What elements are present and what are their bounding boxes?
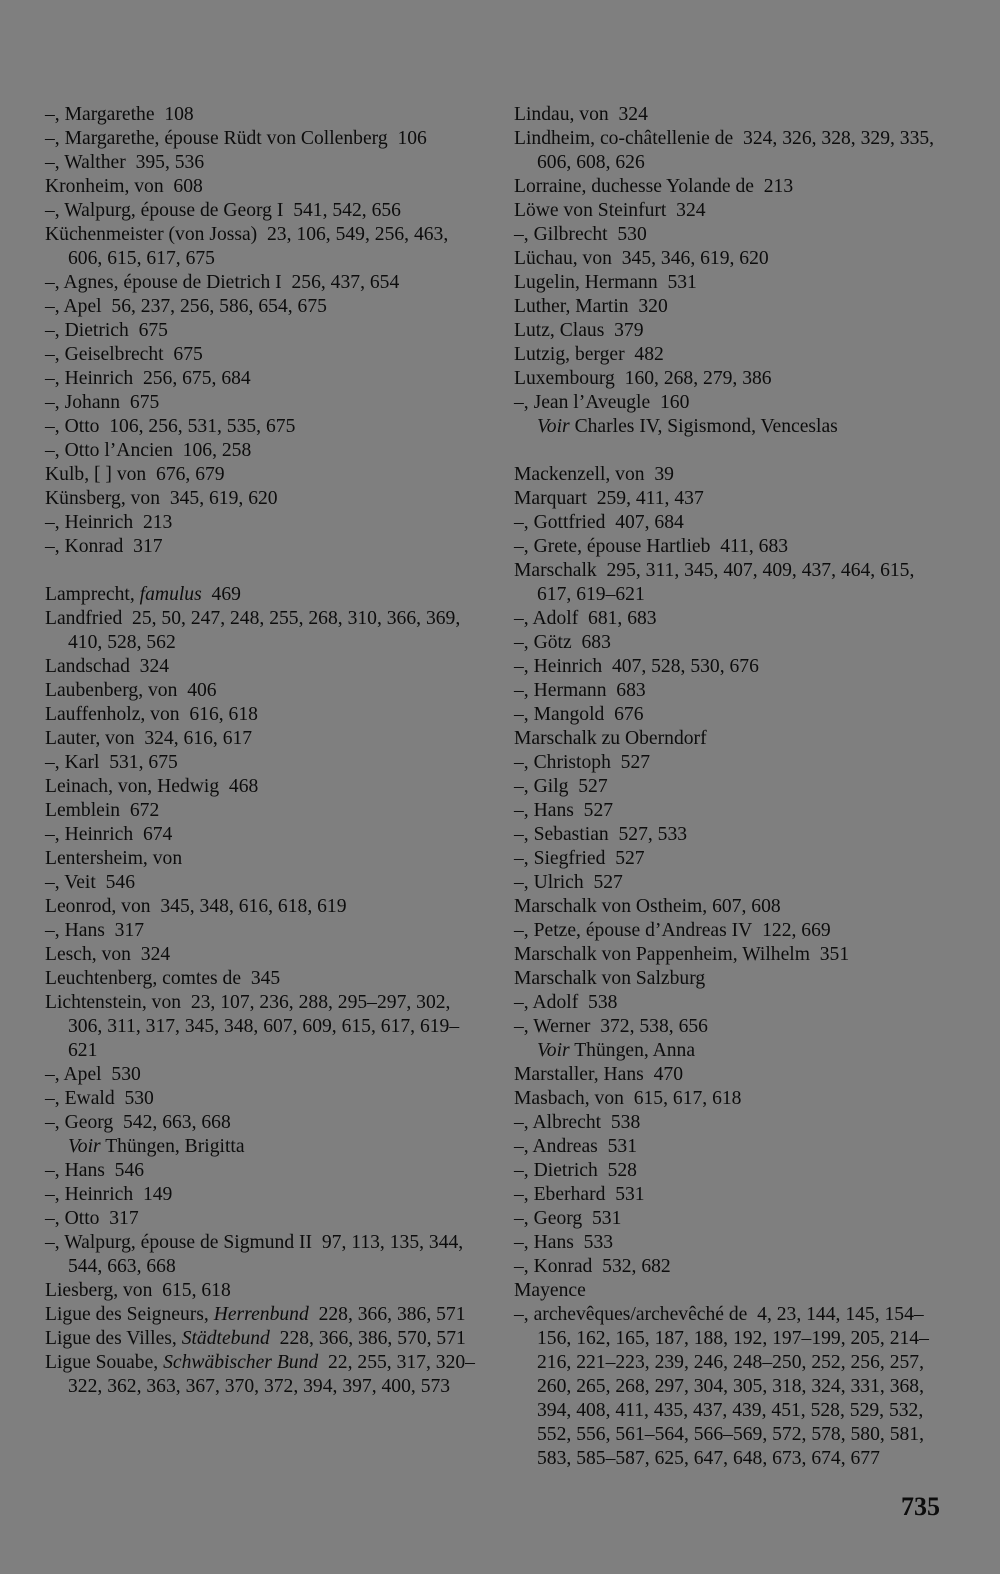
entry-text: –, Christoph 527 xyxy=(514,752,651,773)
entry-pages: 469 xyxy=(201,584,241,605)
entry-text: Löwe von Steinfurt 324 xyxy=(514,200,706,221)
index-entry xyxy=(45,535,485,559)
entry-text: Lesch, von 324 xyxy=(45,944,171,965)
entry-text: –, Jean l’Aveugle 160 xyxy=(514,392,690,413)
entry-text: –, Dietrich 528 xyxy=(514,1160,637,1181)
index-entry xyxy=(45,775,485,799)
entry-italic-text: Voir xyxy=(537,1040,570,1061)
entry-text: –, Heinrich 256, 675, 684 xyxy=(45,368,251,389)
entry-text: –, Apel 530 xyxy=(45,1064,141,1085)
entry-text: –, Ulrich 527 xyxy=(514,872,623,893)
entry-text: Lutz, Claus 379 xyxy=(514,320,644,341)
index-entry xyxy=(514,1159,950,1183)
entry-text: Lamprecht, xyxy=(45,584,140,605)
entry-text: Leonrod, von 345, 348, 616, 618, 619 xyxy=(45,896,347,917)
index-entry xyxy=(514,727,950,751)
entry-text: Marquart 259, 411, 437 xyxy=(514,488,704,509)
index-entry xyxy=(45,847,485,871)
index-entry xyxy=(514,295,950,319)
index-entry xyxy=(514,1207,950,1231)
index-entry xyxy=(45,127,485,151)
entry-text: –, Konrad 317 xyxy=(45,536,163,557)
entry-italic-text: Voir xyxy=(537,416,570,437)
entry-text: –, Walpurg, épouse de Sigmund II 97, 113, 135, 344, 544, 663, 668 xyxy=(45,1232,464,1277)
entry-pages: Charles IV, Sigismond, Venceslas xyxy=(569,416,838,437)
index-entry xyxy=(45,799,485,823)
index-entry xyxy=(45,343,485,367)
index-entry xyxy=(514,559,950,607)
index-entry xyxy=(514,487,950,511)
entry-text: Lindau, von 324 xyxy=(514,104,648,125)
entry-text: Marschalk zu Oberndorf xyxy=(514,728,707,749)
index-entry xyxy=(514,1015,950,1039)
entry-text: –, Sebastian 527, 533 xyxy=(514,824,688,845)
entry-text: Künsberg, von 345, 619, 620 xyxy=(45,488,278,509)
entry-text: –, Götz 683 xyxy=(514,632,611,653)
entry-text: –, Adolf 681, 683 xyxy=(514,608,657,629)
index-column-left xyxy=(45,103,485,1399)
index-entry xyxy=(514,1255,950,1279)
entry-text: –, Georg 542, 663, 668 xyxy=(45,1112,231,1133)
index-entry xyxy=(514,1111,950,1135)
entry-text: –, Walther 395, 536 xyxy=(45,152,205,173)
entry-text: –, Heinrich 674 xyxy=(45,824,173,845)
index-entry xyxy=(45,1351,485,1399)
entry-pages: 22, 255, 317, 320–322, 362, 363, 367, 370, 372, 394, 397, 400, 573 xyxy=(68,1352,475,1397)
index-entry xyxy=(45,463,485,487)
index-entry xyxy=(45,103,485,127)
index-cross-reference xyxy=(45,1135,485,1159)
index-entry xyxy=(514,127,950,175)
index-entry xyxy=(45,223,485,271)
entry-text: –, Adolf 538 xyxy=(514,992,618,1013)
index-entry xyxy=(514,847,950,871)
entry-text: Marschalk von Pappenheim, Wilhelm 351 xyxy=(514,944,850,965)
entry-text: Luxembourg 160, 268, 279, 386 xyxy=(514,368,772,389)
entry-text: Ligue des Seigneurs, xyxy=(45,1304,214,1325)
entry-text: Lichtenstein, von 23, 107, 236, 288, 295–297, 302, 306, 311, 317, 345, 348, 607, 609, 615, 617, 619–621 xyxy=(45,992,460,1061)
page-number: 735 xyxy=(901,1492,940,1521)
index-entry xyxy=(514,367,950,391)
index-entry xyxy=(514,463,950,487)
entry-text: –, Ewald 530 xyxy=(45,1088,154,1109)
entry-text: Leuchtenberg, comtes de 345 xyxy=(45,968,281,989)
section-gap xyxy=(45,559,485,583)
index-entry xyxy=(45,679,485,703)
entry-pages: 228, 366, 386, 570, 571 xyxy=(269,1328,466,1349)
entry-text: –, Eberhard 531 xyxy=(514,1184,645,1205)
index-entry xyxy=(45,175,485,199)
index-entry xyxy=(45,823,485,847)
index-entry xyxy=(45,295,485,319)
entry-text: –, Otto 317 xyxy=(45,1208,139,1229)
index-entry xyxy=(45,319,485,343)
entry-text: –, Johann 675 xyxy=(45,392,160,413)
index-entry xyxy=(514,919,950,943)
index-entry xyxy=(514,103,950,127)
index-entry xyxy=(514,511,950,535)
entry-pages: Thüngen, Brigitta xyxy=(100,1136,245,1157)
index-entry xyxy=(45,1159,485,1183)
entry-text: Lemblein 672 xyxy=(45,800,160,821)
index-entry xyxy=(514,871,950,895)
entry-italic-text: famulus xyxy=(139,584,202,605)
entry-text: –, Siegfried 527 xyxy=(514,848,645,869)
index-cross-reference xyxy=(514,1039,950,1063)
index-entry xyxy=(514,991,950,1015)
index-entry xyxy=(514,1303,950,1471)
entry-text: –, Heinrich 407, 528, 530, 676 xyxy=(514,656,759,677)
index-entry xyxy=(514,535,950,559)
index-entry xyxy=(514,679,950,703)
index-entry xyxy=(514,895,950,919)
index-entry xyxy=(45,1111,485,1135)
index-entry xyxy=(514,631,950,655)
entry-text: –, archevêques/archevêché de 4, 23, 144, 145, 154–156, 162, 165, 187, 188, 192, 197–199, 205, 214–216, 221–223, 239, 246, 248–250, 252, 256, 257, 260, 265, 268, 297, 304, 305, 318, 324, 331, 368, 394, 408, 411, 435, 437, 439, 451, 528, 529, 532, 552, 556, 561–564, 566–569, 572, 578, 580, 581, 583, 585–587, 625, 647, 648, 673, 674, 677 xyxy=(514,1304,929,1469)
index-entry xyxy=(514,607,950,631)
entry-text: –, Hans 317 xyxy=(45,920,145,941)
index-entry xyxy=(45,391,485,415)
entry-italic-text: Schwäbischer Bund xyxy=(163,1352,319,1373)
index-entry xyxy=(514,391,950,415)
index-entry xyxy=(45,151,485,175)
entry-text: –, Karl 531, 675 xyxy=(45,752,178,773)
entry-text: –, Veit 546 xyxy=(45,872,135,893)
index-entry xyxy=(514,655,950,679)
entry-text: –, Georg 531 xyxy=(514,1208,622,1229)
index-entry xyxy=(514,799,950,823)
entry-text: –, Otto 106, 256, 531, 535, 675 xyxy=(45,416,296,437)
index-entry xyxy=(45,1063,485,1087)
index-entry xyxy=(514,1279,950,1303)
entry-text: Marschalk von Salzburg xyxy=(514,968,706,989)
index-entry xyxy=(514,175,950,199)
entry-text: Lutzig, berger 482 xyxy=(514,344,664,365)
entry-text: –, Petze, épouse d’Andreas IV 122, 669 xyxy=(514,920,831,941)
index-entry xyxy=(514,1135,950,1159)
entry-text: Marschalk von Ostheim, 607, 608 xyxy=(514,896,781,917)
index-entry xyxy=(45,1183,485,1207)
entry-text: Liesberg, von 615, 618 xyxy=(45,1280,231,1301)
index-entry xyxy=(514,247,950,271)
entry-text: –, Andreas 531 xyxy=(514,1136,637,1157)
entry-text: –, Mangold 676 xyxy=(514,704,644,725)
entry-italic-text: Voir xyxy=(68,1136,101,1157)
entry-text: Laubenberg, von 406 xyxy=(45,680,217,701)
index-entry xyxy=(514,967,950,991)
entry-text: –, Hans 546 xyxy=(45,1160,145,1181)
entry-text: Leinach, von, Hedwig 468 xyxy=(45,776,259,797)
entry-text: Masbach, von 615, 617, 618 xyxy=(514,1088,742,1109)
entry-text: Lindheim, co-châtellenie de 324, 326, 328, 329, 335, 606, 608, 626 xyxy=(514,128,935,173)
index-entry xyxy=(45,751,485,775)
index-entry xyxy=(514,823,950,847)
entry-text: –, Hans 527 xyxy=(514,800,614,821)
entry-text: –, Gottfried 407, 684 xyxy=(514,512,684,533)
entry-text: –, Hans 533 xyxy=(514,1232,614,1253)
index-entry xyxy=(45,871,485,895)
entry-text: –, Dietrich 675 xyxy=(45,320,168,341)
index-entry xyxy=(514,1231,950,1255)
entry-text: –, Gilg 527 xyxy=(514,776,608,797)
index-entry xyxy=(45,1327,485,1351)
index-entry xyxy=(45,703,485,727)
entry-text: –, Grete, épouse Hartlieb 411, 683 xyxy=(514,536,789,557)
entry-text: Mayence xyxy=(514,1280,586,1301)
entry-text: Lauter, von 324, 616, 617 xyxy=(45,728,253,749)
entry-text: –, Heinrich 149 xyxy=(45,1184,173,1205)
entry-text: Marschalk 295, 311, 345, 407, 409, 437, 464, 615, 617, 619–621 xyxy=(514,560,915,605)
entry-text: –, Werner 372, 538, 656 xyxy=(514,1016,708,1037)
index-entry xyxy=(45,415,485,439)
entry-text: Lugelin, Hermann 531 xyxy=(514,272,697,293)
index-entry xyxy=(45,1279,485,1303)
index-entry xyxy=(45,727,485,751)
entry-text: Lüchau, von 345, 346, 619, 620 xyxy=(514,248,769,269)
index-entry xyxy=(514,943,950,967)
entry-italic-text: Städtebund xyxy=(181,1328,270,1349)
entry-text: –, Heinrich 213 xyxy=(45,512,173,533)
index-entry xyxy=(514,343,950,367)
index-entry xyxy=(514,319,950,343)
index-entry xyxy=(45,583,485,607)
entry-text: Landfried 25, 50, 247, 248, 255, 268, 310, 366, 369, 410, 528, 562 xyxy=(45,608,461,653)
index-entry xyxy=(514,271,950,295)
index-entry xyxy=(45,1231,485,1279)
index-entry xyxy=(514,751,950,775)
index-entry xyxy=(45,991,485,1063)
entry-text: –, Agnes, épouse de Dietrich I 256, 437, 654 xyxy=(45,272,400,293)
entry-text: –, Gilbrecht 530 xyxy=(514,224,647,245)
entry-text: Kronheim, von 608 xyxy=(45,176,203,197)
index-entry xyxy=(514,775,950,799)
index-column-right xyxy=(514,103,950,1471)
index-entry xyxy=(45,487,485,511)
index-entry xyxy=(45,511,485,535)
entry-text: –, Hermann 683 xyxy=(514,680,646,701)
index-cross-reference xyxy=(514,415,950,439)
entry-italic-text: Herrenbund xyxy=(213,1304,309,1325)
entry-text: –, Walpurg, épouse de Georg I 541, 542, 656 xyxy=(45,200,401,221)
index-entry xyxy=(45,1303,485,1327)
entry-text: Landschad 324 xyxy=(45,656,170,677)
index-entry xyxy=(45,271,485,295)
entry-text: Lauffenholz, von 616, 618 xyxy=(45,704,258,725)
entry-text: Kulb, [ ] von 676, 679 xyxy=(45,464,225,485)
entry-pages: Thüngen, Anna xyxy=(569,1040,696,1061)
entry-text: Küchenmeister (von Jossa) 23, 106, 549, 256, 463, 606, 615, 617, 675 xyxy=(45,224,449,269)
entry-text: Marstaller, Hans 470 xyxy=(514,1064,683,1085)
entry-text: Luther, Martin 320 xyxy=(514,296,668,317)
entry-text: Lorraine, duchesse Yolande de 213 xyxy=(514,176,794,197)
entry-text: –, Apel 56, 237, 256, 586, 654, 675 xyxy=(45,296,327,317)
entry-pages: 228, 366, 386, 571 xyxy=(308,1304,466,1325)
index-entry xyxy=(45,895,485,919)
entry-text: –, Margarethe, épouse Rüdt von Collenberg 106 xyxy=(45,128,427,149)
index-entry xyxy=(45,1087,485,1111)
index-entry xyxy=(514,1087,950,1111)
index-entry xyxy=(45,967,485,991)
index-entry xyxy=(514,1063,950,1087)
index-entry xyxy=(45,439,485,463)
entry-text: Ligue des Villes, xyxy=(45,1328,182,1349)
entry-text: –, Konrad 532, 682 xyxy=(514,1256,671,1277)
entry-text: –, Albrecht 538 xyxy=(514,1112,641,1133)
entry-text: –, Geiselbrecht 675 xyxy=(45,344,203,365)
entry-text: –, Otto l’Ancien 106, 258 xyxy=(45,440,252,461)
entry-text: Lentersheim, von xyxy=(45,848,183,869)
section-gap xyxy=(514,439,950,463)
index-entry xyxy=(45,1207,485,1231)
index-entry xyxy=(45,655,485,679)
index-entry xyxy=(45,607,485,655)
index-entry xyxy=(45,919,485,943)
index-entry xyxy=(514,223,950,247)
entry-text: Ligue Souabe, xyxy=(45,1352,164,1373)
entry-text: Mackenzell, von 39 xyxy=(514,464,674,485)
index-entry xyxy=(514,703,950,727)
index-entry xyxy=(514,199,950,223)
index-entry xyxy=(45,943,485,967)
index-entry xyxy=(45,367,485,391)
index-entry xyxy=(45,199,485,223)
index-entry xyxy=(514,1183,950,1207)
entry-text: –, Margarethe 108 xyxy=(45,104,194,125)
